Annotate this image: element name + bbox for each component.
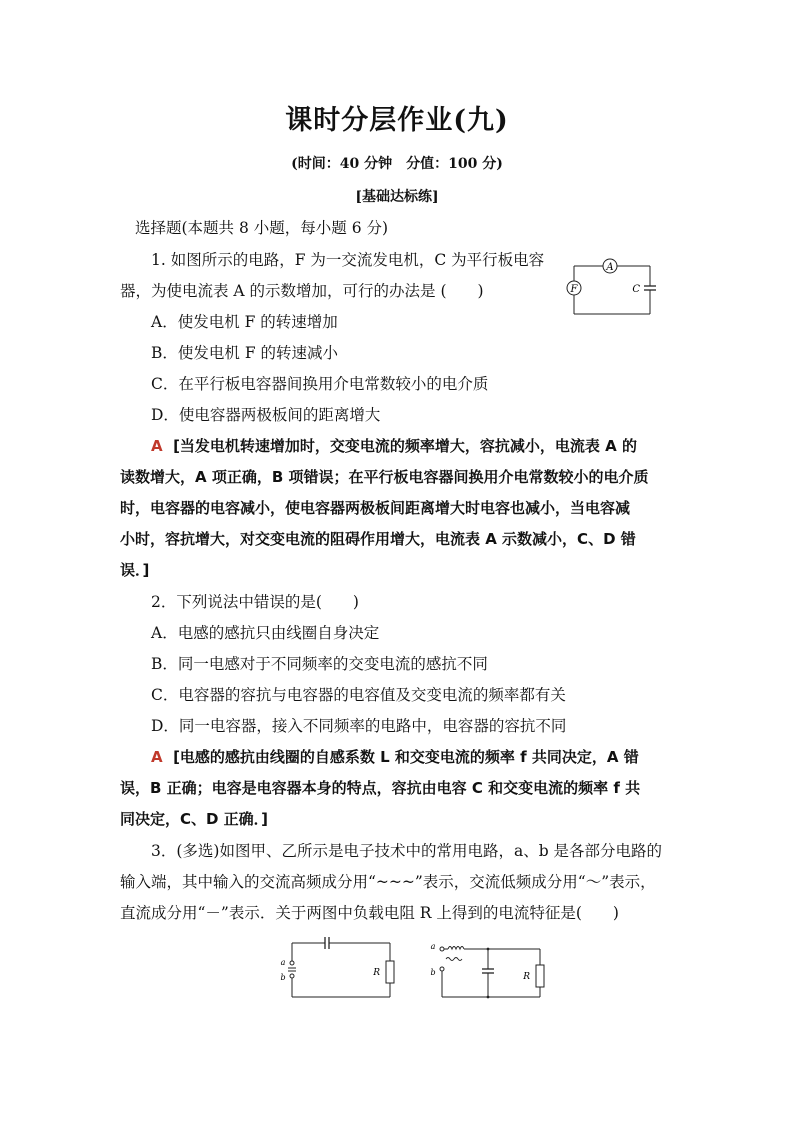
q1-option-d: D．使电容器两极板间的距离增大 (151, 406, 381, 424)
q3-circuit-figure-a (278, 935, 404, 1005)
q2-answer-line1 (151, 747, 639, 767)
q1-answer-line1 (151, 436, 637, 456)
q2-explanation-1: [电感的感抗由线圈的自感系数 L 和交变电流的频率 f 共同决定，A 错 (173, 748, 639, 766)
q2-explanation-3: 同决定，C、D 正确．] (120, 810, 269, 828)
q1-explanation-4: 小时，容抗增大，对交变电流的阻碍作用增大，电流表 A 示数减小，C、D 错 (120, 530, 636, 548)
q1-explanation-5: 误．] (120, 561, 150, 579)
q3-circuit-figure-b (428, 935, 554, 1005)
q3-stem-line2: 输入端，其中输入的交流高频成分用“~~~”表示，交流低频成分用“～”表示， (120, 873, 656, 891)
fig-a-terminal-b: b (280, 973, 286, 982)
q2-explanation-2: 误，B 正确；电容是电容器本身的特点，容抗由电容 C 和交变电流的频率 f 共 (120, 779, 641, 797)
fig-b-terminal-a: a (430, 942, 436, 951)
q2-answer-key: A (151, 748, 163, 766)
q1-stem-line2: 器，为使电流表 A 的示数增加，可行的办法是 ( ) (120, 282, 484, 300)
q1-circuit-figure (560, 258, 660, 322)
page-title: 课时分层作业(九) (285, 105, 509, 136)
q1-option-a: A．使发电机 F 的转速增加 (151, 313, 338, 331)
q1-explanation-2: 读数增大，A 项正确，B 项错误；在平行板电容器间换用介电常数较小的电介质 (120, 468, 649, 486)
q1-answer-key: A (151, 437, 163, 455)
ammeter-label: A (606, 262, 614, 273)
fig-a-terminal-a: a (280, 958, 286, 967)
q2-option-a: A．电感的感抗只由线圈自身决定 (151, 624, 380, 642)
time-score-info: (时间：40 分钟 分值：100 分) (291, 156, 503, 172)
q2-option-c: C．电容器的容抗与电容器的电容值及交变电流的频率都有关 (151, 686, 566, 704)
q1-option-b: B．使发电机 F 的转速减小 (151, 344, 338, 362)
fig-b-resistor-label: R (523, 972, 530, 982)
q2-option-d: D．同一电容器，接入不同频率的电路中，电容器的容抗不同 (151, 717, 567, 735)
q1-option-c: C．在平行板电容器间换用介电常数较小的电介质 (151, 375, 489, 393)
fig-a-resistor-label: R (373, 968, 380, 978)
q1-stem-line1: 1. 如图所示的电路，F 为一交流发电机，C 为平行板电容 (151, 251, 545, 269)
q3-stem-line1: 3．(多选)如图甲、乙所示是电子技术中的常用电路，a、b 是各部分电路的 (151, 842, 663, 860)
q1-explanation-1: [当发电机转速增加时，交变电流的频率增大，容抗减小，电流表 A 的 (173, 437, 637, 455)
q3-stem-line3: 直流成分用“－”表示．关于两图中负载电阻 R 上得到的电流特征是( ) (120, 904, 619, 922)
q2-stem: 2．下列说法中错误的是( ) (151, 593, 359, 611)
question-type-intro: 选择题(本题共 8 小题，每小题 6 分) (135, 219, 389, 237)
section-heading: [基础达标练] (355, 189, 439, 205)
q1-explanation-3: 时，电容器的电容减小，使电容器两极板间距离增大时电容也减小，当电容减 (120, 499, 631, 517)
capacitor-label: C (632, 284, 640, 295)
q2-option-b: B．同一电感对于不同频率的交变电流的感抗不同 (151, 655, 488, 673)
fig-b-terminal-b: b (430, 968, 436, 977)
generator-label: F (570, 284, 578, 295)
